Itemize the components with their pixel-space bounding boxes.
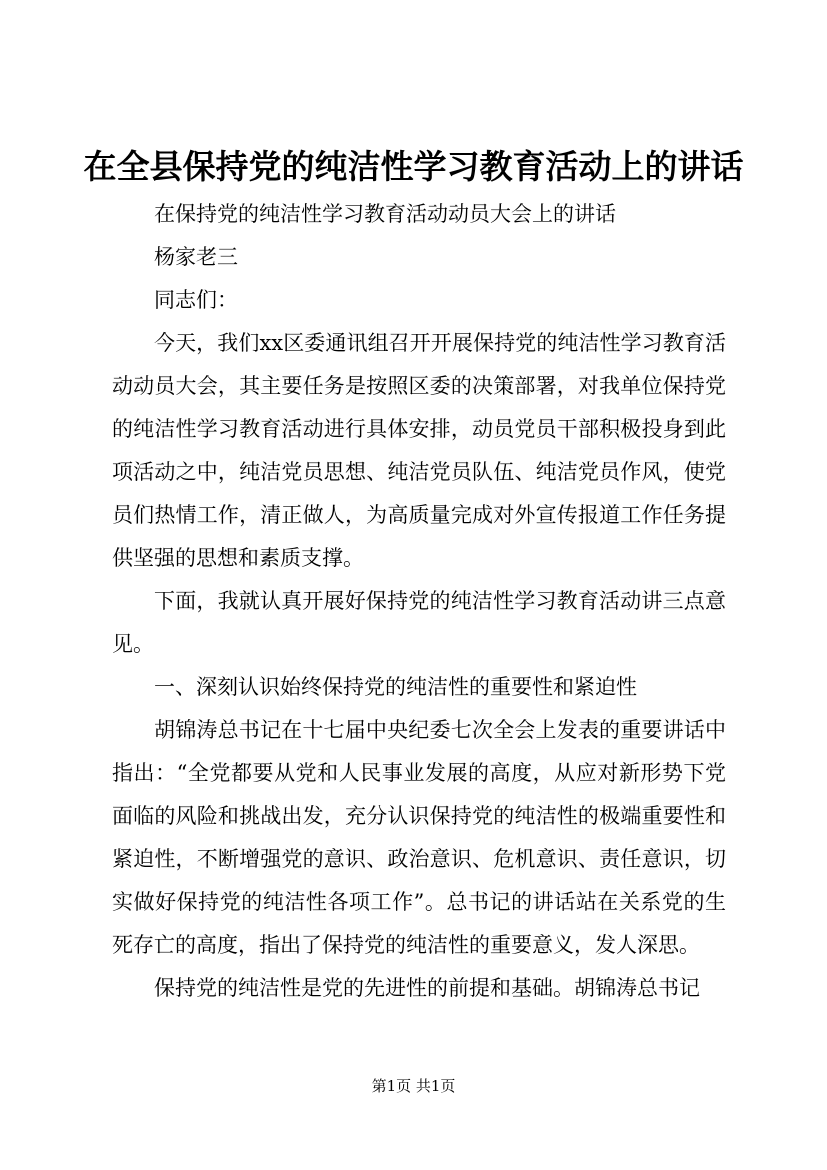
paragraph-salutation: 同志们： bbox=[154, 288, 238, 312]
document-body bbox=[112, 193, 726, 1010]
paragraph: 今天，我们xx区委通讯组召开开展保持党的纯洁性学习教育活动动员大会，其主要任务是按照区委的决策部署，对我单位保持党的纯洁性学习教育活动进行具体安排，动员党员干部积极投身到此项活动之中，纯洁党员思想、纯洁党员队伍、纯洁党员作风，使党员们热情工作，清正做人，为高质量完成对外宣传报道工作任务提供坚强的思想和素质支撑。 bbox=[112, 331, 726, 570]
section-heading: 一、深刻认识始终保持党的纯洁性的重要性和紧迫性 bbox=[154, 675, 637, 699]
paragraph-subtitle: 在保持党的纯洁性学习教育活动动员大会上的讲话 bbox=[154, 202, 616, 226]
paragraph: 胡锦涛总书记在十七届中央纪委七次全会上发表的重要讲话中指出：“全党都要从党和人民事业发展的高度，从应对新形势下党面临的风险和挑战出发，充分认识保持党的纯洁性的极端重要性和紧迫性，不断增强党的意识、政治意识、危机意识、责任意识，切实做好保持党的纯洁性各项工作”。总书记的讲话站在关系党的生死存亡的高度，指出了保持党的纯洁性的重要意义，发人深思。 bbox=[112, 718, 726, 957]
page-footer: 第1页 共1页 bbox=[371, 1077, 456, 1095]
document-title: 在全县保持党的纯洁性学习教育活动上的讲话 bbox=[83, 147, 744, 186]
paragraph: 保持党的纯洁性是党的先进性的前提和基础。胡锦涛总书记 bbox=[154, 976, 700, 1000]
paragraph-author: 杨家老三 bbox=[154, 245, 238, 269]
paragraph: 下面，我就认真开展好保持党的纯洁性学习教育活动讲三点意见。 bbox=[112, 589, 726, 656]
